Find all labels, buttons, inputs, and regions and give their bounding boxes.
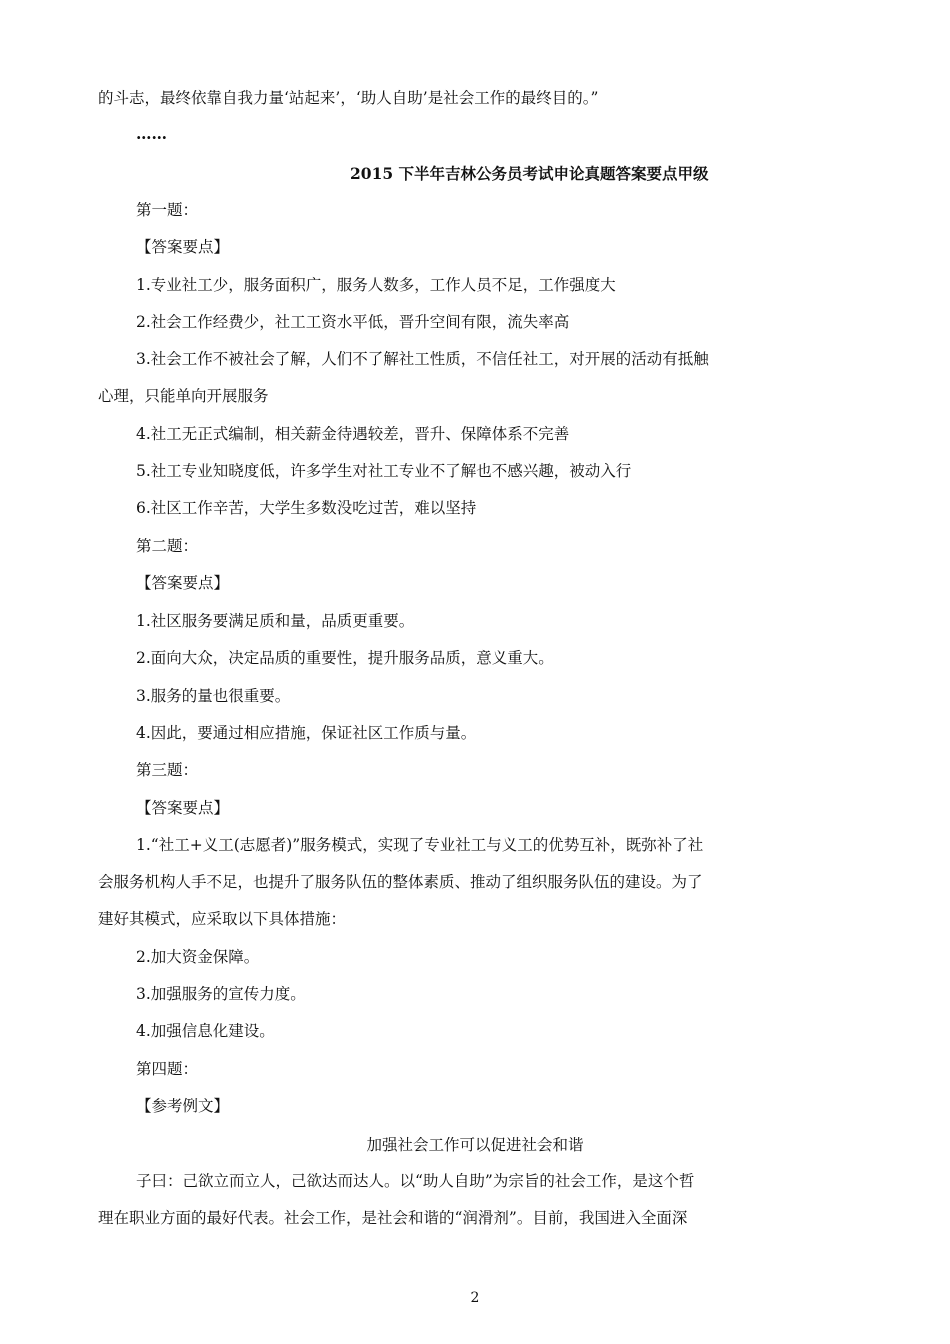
q3-item: 1.“社工+义工(志愿者)”服务模式，实现了专业社工与义工的优势互补，既弥补了社 xyxy=(136,836,704,854)
q3-label: 【答案要点】 xyxy=(136,799,230,817)
q3-item-cont: 会服务机构人手不足，也提升了服务队伍的整体素质、推动了组织服务队伍的建设。为了 xyxy=(98,873,703,891)
q1-label: 【答案要点】 xyxy=(136,238,230,256)
q2-heading: 第二题： xyxy=(136,537,199,555)
q4-heading: 第四题： xyxy=(136,1060,199,1078)
q2-label: 【答案要点】 xyxy=(136,574,230,592)
q1-item-cont: 心理，只能单向开展服务 xyxy=(98,387,269,405)
q2-item: 3.服务的量也很重要。 xyxy=(136,687,291,705)
page-title: 2015 下半年吉林公务员考试申论真题答案要点甲级 xyxy=(350,164,709,183)
q1-item: 5.社工专业知晓度低，许多学生对社工专业不了解也不感兴趣，被动入行 xyxy=(136,462,632,480)
q3-heading: 第三题： xyxy=(136,761,199,779)
page-number: 2 xyxy=(470,1290,480,1306)
q1-item: 2.社会工作经费少，社工工资水平低，晋升空间有限，流失率高 xyxy=(136,313,570,331)
q1-item: 6.社区工作辛苦，大学生多数没吃过苦，难以坚持 xyxy=(136,499,477,517)
q3-item: 2.加大资金保障。 xyxy=(136,948,260,966)
ellipsis: …… xyxy=(136,124,167,143)
q4-label: 【参考例文】 xyxy=(136,1097,230,1115)
essay-paragraph-line: 子曰：己欲立而立人，己欲达而达人。以“助人自助”为宗旨的社会工作，是这个哲 xyxy=(136,1172,695,1190)
q3-item: 3.加强服务的宣传力度。 xyxy=(136,985,306,1003)
q1-item: 3.社会工作不被社会了解，人们不了解社工性质，不信任社工，对开展的活动有抵触 xyxy=(136,350,709,368)
q1-item: 1.专业社工少，服务面积广，服务人数多，工作人员不足，工作强度大 xyxy=(136,276,616,294)
q2-item: 2.面向大众，决定品质的重要性，提升服务品质，意义重大。 xyxy=(136,649,554,667)
q2-item: 1.社区服务要满足质和量，品质更重要。 xyxy=(136,612,415,630)
q3-item-cont: 建好其模式，应采取以下具体措施： xyxy=(98,910,347,928)
q3-item: 4.加强信息化建设。 xyxy=(136,1022,275,1040)
q1-item: 4.社工无正式编制，相关薪金待遇较差，晋升、保障体系不完善 xyxy=(136,425,570,443)
essay-paragraph-line: 理在职业方面的最好代表。社会工作，是社会和谐的“润滑剂”。目前，我国进入全面深 xyxy=(98,1209,688,1227)
essay-title: 加强社会工作可以促进社会和谐 xyxy=(366,1136,584,1154)
intro-line: 的斗志，最终依靠自我力量‘站起来’，‘助人自助’是社会工作的最终目的。” xyxy=(98,89,599,107)
q1-heading: 第一题： xyxy=(136,201,199,219)
q2-item: 4.因此，要通过相应措施，保证社区工作质与量。 xyxy=(136,724,477,742)
